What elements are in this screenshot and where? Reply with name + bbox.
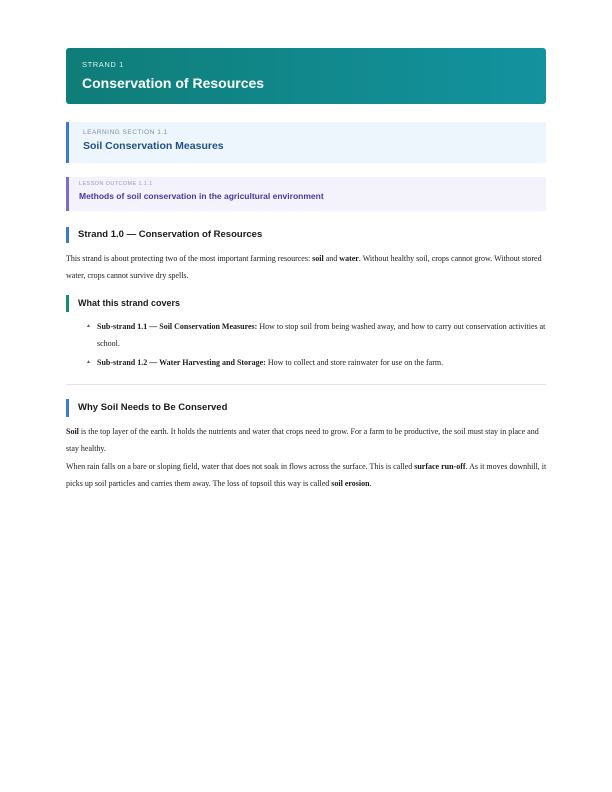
intro-bold-water: water <box>339 254 359 263</box>
list-item-bold: Sub-strand 1.2 — Water Harvesting and Storage: <box>97 358 266 367</box>
covers-heading: What this strand covers <box>66 295 546 312</box>
why-bold-runoff: surface run-off <box>414 462 466 471</box>
why-text-2c: . <box>369 479 372 488</box>
list-item-text: How to collect and store rainwater for use on the farm. <box>265 358 444 367</box>
why-text-2b: . As it moves downhill, it picks up soil particles and carries them away. The loss of topsoil this way is called <box>66 462 547 488</box>
triangle-bullet-icon: ▲ <box>86 324 91 329</box>
intro-bold-soil: soil <box>312 254 324 263</box>
intro-text-3: . Without healthy soil, crops cannot grow. Without stored water, crops cannot survive dry spells. <box>66 254 542 280</box>
substrand-list <box>86 318 546 373</box>
intro-text-2: and <box>323 254 340 263</box>
triangle-bullet-icon: ▲ <box>86 360 91 365</box>
strand-number: STRAND 1 <box>82 60 124 69</box>
learning-section-label: LEARNING SECTION 1.1 <box>83 129 168 136</box>
intro-text-1: This strand is about protecting two of the most important farming resources: <box>66 254 313 263</box>
list-item-text: How to stop soil from being washed away, and how to carry out conservation activities at school. <box>97 322 546 348</box>
why-text-2a: When rain falls on a bare or sloping field, water that does not soak in flows across the surface. This is called <box>66 462 415 471</box>
strand-title: Conservation of Resources <box>82 75 265 91</box>
lesson-outcome-label: LESSON OUTCOME 1.1.1 <box>79 181 153 187</box>
learning-section-title: Soil Conservation Measures <box>83 140 224 152</box>
strand-heading: Strand 1.0 — Conservation of Resources <box>66 227 546 243</box>
list-item <box>86 318 546 352</box>
list-item <box>86 354 546 371</box>
list-item-bold: Sub-strand 1.1 — Soil Conservation Measures: <box>97 322 258 331</box>
why-heading: Why Soil Needs to Be Conserved <box>66 399 546 417</box>
lesson-outcome-title: Methods of soil conservation in the agricultural environment <box>79 191 324 201</box>
intro-paragraph <box>66 250 548 284</box>
why-text-1: is the top layer of the earth. It holds the nutrients and water that crops need to grow. For a farm to be productive, the soil must stay in place and stay healthy. <box>66 427 539 453</box>
why-paragraph-1 <box>66 423 548 457</box>
divider <box>66 384 546 385</box>
why-paragraph-2 <box>66 458 548 492</box>
lesson-outcome-box <box>66 177 546 211</box>
why-bold-erosion: soil erosion <box>331 479 370 488</box>
strand-banner <box>66 48 546 104</box>
why-bold-soil: Soil <box>66 427 79 436</box>
learning-section-box <box>66 122 546 163</box>
